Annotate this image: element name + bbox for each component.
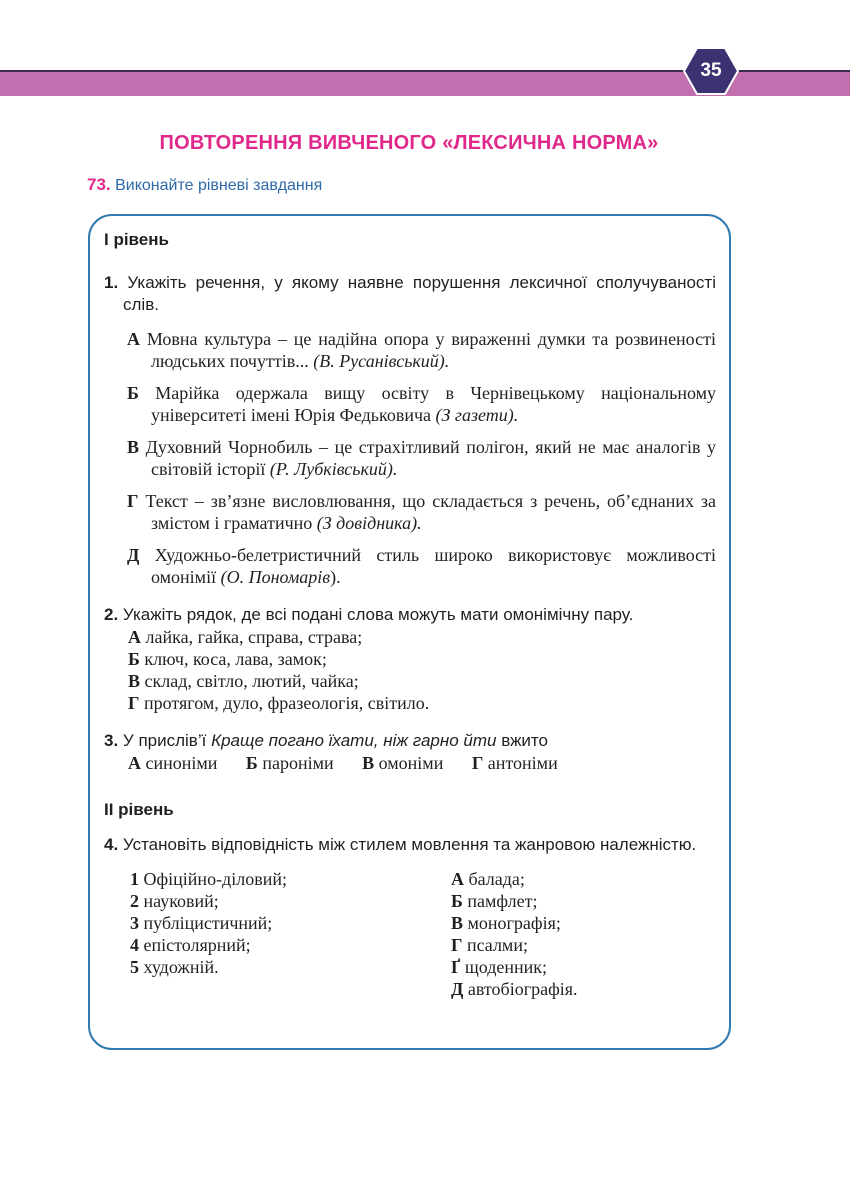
option-text: Текст – зв’язне висловлювання, що складається з речень, об’єднаних за змістом і граматично [145,491,717,533]
item-key: Д [451,979,464,999]
q1-option-b [127,382,716,426]
option-source: (О. Пономарів [220,567,331,587]
genre-item [451,912,711,934]
q2-option-h [128,692,716,714]
item-key: Б [451,891,463,911]
item-key: 3 [130,913,139,933]
genres-column [451,868,711,1000]
question-3 [104,730,716,752]
q1-option-h [127,490,716,534]
item-text: памфлет; [467,891,538,911]
q3-option-v [362,753,443,773]
item-key: 4 [130,935,139,955]
option-text: пароніми [262,753,334,773]
option-source: (В. Русанівський). [313,351,450,371]
option-text: ключ, коса, лава, замок; [144,649,327,669]
item-key: Ґ [451,957,461,977]
option-text: склад, світло, лютий, чайка; [144,671,359,691]
item-key: Г [451,935,463,955]
question-2-text: Укажіть рядок, де всі подані слова можуть мати омонімічну пару. [122,605,634,624]
option-letter: В [362,753,375,773]
matching-columns [104,868,716,1000]
genre-item [451,956,711,978]
question-1-number: 1. [104,273,119,292]
question-3-options [104,752,716,774]
q2-option-b [128,648,716,670]
item-text: Офіційно-діловий; [143,869,287,889]
option-source: (З газети). [435,405,519,425]
exercise-number: 73. [87,175,111,194]
genre-item [451,978,711,1000]
question-4-text: Установіть відповідність між стилем мовлення та жанровою належністю. [122,835,697,854]
q3-option-h [472,753,558,773]
question-1-text: Укажіть речення, у якому наявне порушення лексичної сполучуваності слів. [123,273,716,314]
style-item [130,956,451,978]
genre-item [451,890,711,912]
genre-item [451,934,711,956]
question-1 [104,272,716,316]
question-3-number: 3. [104,731,119,750]
q2-option-a [128,626,716,648]
option-letter: Б [127,383,139,403]
option-letter: А [128,627,141,647]
item-key: 2 [130,891,139,911]
option-letter: Г [128,693,140,713]
item-text: щоденник; [464,957,548,977]
q2-option-v [128,670,716,692]
q1-option-d [127,544,716,588]
item-text: художній. [143,957,219,977]
option-letter: Г [127,491,139,511]
option-letter: Д [127,545,140,565]
section-title: ПОВТОРЕННЯ ВИВЧЕНОГО «ЛЕКСИЧНА НОРМА» [159,132,659,154]
option-letter: Г [471,753,484,773]
item-text: науковий; [143,891,219,911]
item-text: епістолярний; [143,935,251,955]
option-letter: Б [245,753,258,773]
exercise-instruction: Виконайте рівневі завдання [115,177,323,194]
question-2-options [104,626,716,714]
option-text: антоніми [487,753,558,773]
question-1-options [104,328,716,588]
genre-item [451,868,711,890]
option-text: Марійка одержала вищу освіту в Чернівецькому національному університеті імені Юрія Федьковича [151,383,717,425]
q1-option-v [127,436,716,480]
page-number-badge [683,47,739,95]
style-item [130,890,451,912]
item-key: 5 [130,957,139,977]
item-text: монографія; [467,913,561,933]
style-item [130,868,451,890]
option-letter: В [127,437,140,457]
option-source: (З довідника). [316,513,422,533]
styles-column [130,868,451,1000]
option-text: протягом, дуло, фразеологія, світило. [143,693,430,713]
option-text: омоніми [378,753,444,773]
exercise-heading [87,175,322,195]
level-2-title: ІІ рівень [104,800,174,819]
item-text: балада; [468,869,525,889]
item-text: публіцистичний; [143,913,273,933]
question-4 [104,834,716,856]
q3-option-a [128,753,217,773]
page-number: 35 [700,60,722,81]
question-2-number: 2. [104,605,119,624]
option-letter: А [127,329,140,349]
item-text: псалми; [466,935,528,955]
option-text: Мовна культура – це надійна опора у вираженні думки та розвиненості людських почуттів... [146,329,716,371]
item-key: В [451,913,464,933]
question-3-text: У прислів’ї [122,731,212,750]
level-1-title: І рівень [104,230,169,249]
item-text: автобіографія. [467,979,578,999]
option-text: Художньо-белетристичний стиль широко використовує можливості омонімії [151,545,716,587]
option-text: лайка, гайка, справа, страва; [145,627,363,647]
option-text: Духовний Чорнобиль – це страхітливий полігон, який не має аналогів у світовій історії [145,437,717,479]
item-key: 1 [130,869,139,889]
question-3-text-end: вжито [496,731,548,750]
option-text: синоніми [145,753,218,773]
option-letter: В [128,671,141,691]
option-letter: А [128,753,141,773]
style-item [130,912,451,934]
q3-option-b [246,753,334,773]
style-item [130,934,451,956]
option-source: (Р. Лубківський). [269,459,398,479]
question-2 [104,604,716,626]
item-key: А [451,869,464,889]
option-letter: Б [128,649,140,669]
option-source-end: ). [330,567,341,587]
question-4-number: 4. [104,835,119,854]
task-content [104,230,716,1000]
question-3-proverb: Краще погано їхати, ніж гарно йти [211,731,497,750]
q1-option-a [127,328,716,372]
